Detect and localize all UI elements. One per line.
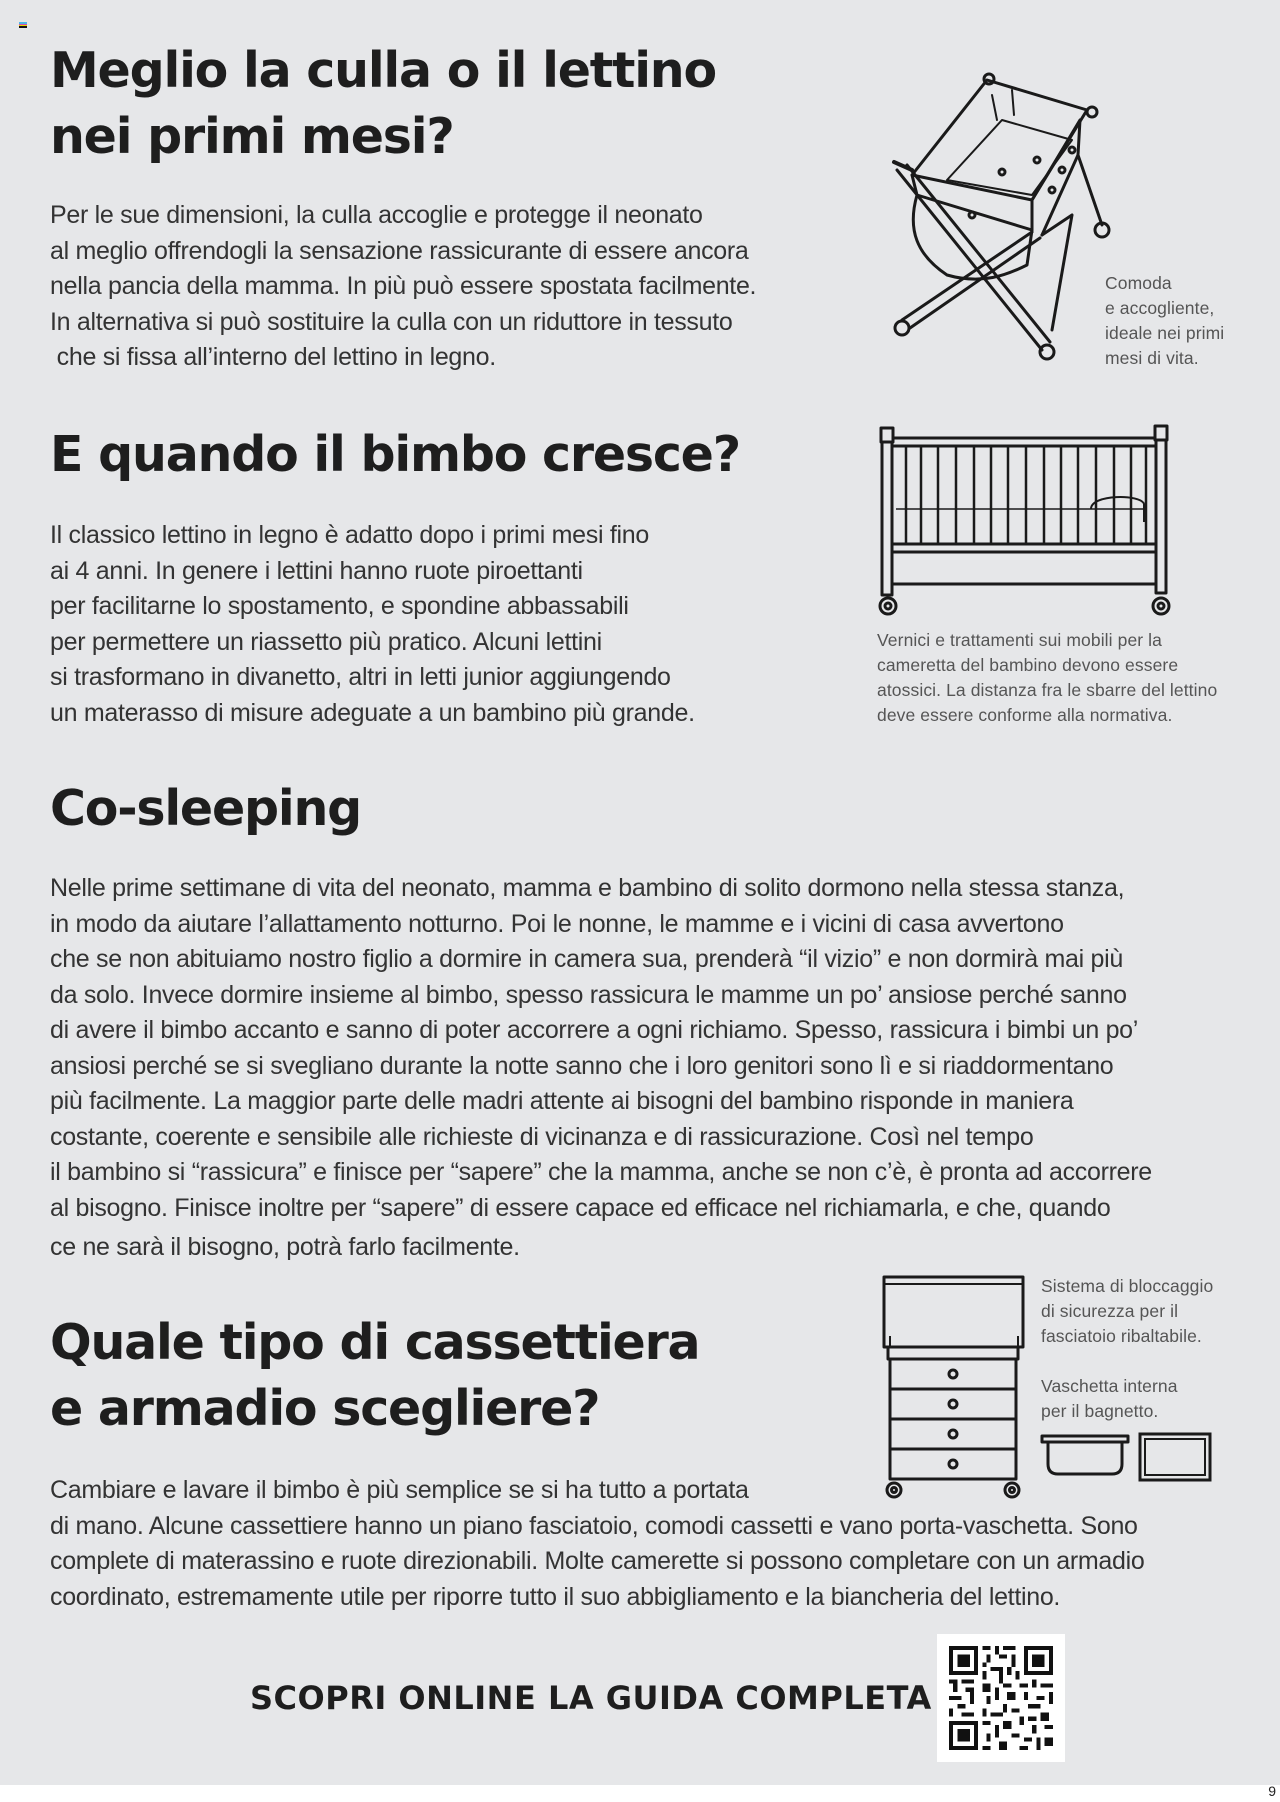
body-line: complete di materassino e ruote direzionabili. Molte camerette si possono completare con un armadio [50,1547,1145,1575]
body-line: In alternativa si può sostituire la culla con un riduttore in tessuto [50,307,733,336]
caption-line: mesi di vita. [1105,348,1199,368]
title-line: Meglio la culla o il lettino [50,42,716,99]
caption-line: Vaschetta interna [1041,1376,1178,1396]
bassinet-illustration-icon [872,70,1117,365]
body-line: in modo da aiutare l’allattamento notturno. Poi le nonne, le mamme e i vicini di casa avvertono [50,909,1064,938]
title-line: Co-sleeping [50,780,362,837]
section-body-culla [50,198,756,376]
section-title-cassettiera [50,1310,699,1442]
bath-tray-top-view-icon [1138,1432,1212,1482]
guide-cta-label: SCOPRI ONLINE LA GUIDA COMPLETA [250,1679,932,1717]
body-line: di avere il bimbo accanto e sanno di poter accorrere a ogni richiamo. Spesso, rassicura i bimbi un po’ [50,1016,1139,1044]
page-number: 9 [1268,1783,1276,1799]
body-line: Nelle prime settimane di vita del neonato, mamma e bambino di solito dormono nella stessa stanza, [50,874,1125,902]
body-line: Il classico lettino in legno è adatto dopo i primi mesi fino [50,521,649,549]
print-registration-mark-icon [19,22,27,28]
caption-line: deve essere conforme alla normativa. [877,705,1173,725]
caption-line: atossici. La distanza fra le sbarre del lettino [877,680,1218,700]
title-line: nei primi mesi? [50,108,454,165]
body-line: Per le sue dimensioni, la culla accoglie e protegge il neonato [50,201,703,229]
body-line: si trasformano in divanetto, altri in letti junior aggiungendo [50,663,671,691]
caption-culla [1105,271,1224,371]
section-title-co-sleeping [50,776,361,842]
qr-code-pattern-icon [949,1646,1053,1750]
caption-lettino [877,628,1217,728]
section-body-cassettiera [50,1473,1144,1615]
title-line: e armadio scegliere? [50,1380,600,1437]
body-line: che si fissa all’interno del lettino in legno. [50,343,496,371]
body-line: che se non abituiamo nostro figlio a dormire in camera sua, prenderà “il vizio” e non dormirà mai più [50,945,1124,973]
body-line: ai 4 anni. In genere i lettini hanno ruote piroettanti [50,556,583,585]
caption-line: per il bagnetto. [1041,1401,1159,1421]
caption-line: ideale nei primi [1105,323,1225,343]
body-line: al bisogno. Finisce inoltre per “sapere” di essere capace ed efficace nel richiamarla, e che, quando [50,1193,1111,1222]
body-line: il bambino si “rassicura” e finisce per “sapere” che la mamma, anche se non c’è, è pronta ad accorrere [50,1158,1152,1186]
body-line: costante, coerente e sensibile alle richieste di vicinanza e di rassicurazione. Così nel tempo [50,1122,1034,1151]
caption-line: Comoda [1105,273,1172,293]
section-body-co-sleeping [50,871,1152,1266]
caption-line: cameretta del bambino devono essere [877,655,1179,675]
caption-line: di sicurezza per il [1041,1301,1179,1321]
caption-line: Vernici e trattamenti sui mobili per la [877,630,1162,650]
body-line: da solo. Invece dormire insieme al bimbo, spesso rassicura le mamme un po’ ansiose perché sanno [50,980,1127,1009]
title-line: Quale tipo di cassettiera [50,1314,700,1371]
body-line: Cambiare e lavare il bimbo è più semplice se si ha tutto a portata [50,1476,749,1504]
section-title-lettino [50,422,740,488]
body-line: per facilitarne lo spostamento, e spondine abbassabili [50,592,629,620]
caption-bloccaggio [1041,1274,1213,1349]
body-line: un materasso di misure adeguate a un bambino più grande. [50,698,695,727]
body-line: di mano. Alcune cassettiere hanno un piano fasciatoio, comodi cassetti e vano porta-vaschetta. Sono [50,1511,1138,1540]
caption-line: Sistema di bloccaggio [1041,1276,1214,1296]
caption-line: fasciatoio ribaltabile. [1041,1326,1202,1346]
body-line: ce ne sarà il bisogno, potrà farlo facilmente. [50,1233,520,1261]
body-line: al meglio offrendogli la sensazione rassicurante di essere ancora [50,236,749,265]
section-title-culla [50,38,716,170]
title-line: E quando il bimbo cresce? [50,426,740,483]
qr-code-icon[interactable] [937,1634,1065,1762]
body-line: ansiosi perché se si svegliano durante la notte sanno che i loro genitori sono lì e si riaddormentano [50,1051,1114,1080]
crib-illustration-icon [876,424,1176,620]
body-line: coordinato, estremamente utile per riporre tutto il suo abbigliamento e la biancheria del lettino. [50,1582,1061,1611]
body-line: nella pancia della mamma. In più può essere spostata facilmente. [50,272,757,300]
body-line: più facilmente. La maggior parte delle madri attente ai bisogni del bambino risponde in maniera [50,1087,1074,1115]
body-line: per permettere un riassetto più pratico. Alcuni lettini [50,627,602,656]
caption-vaschetta [1041,1374,1178,1424]
section-body-lettino [50,518,695,731]
caption-line: e accogliente, [1105,298,1215,318]
changing-dresser-illustration-icon [880,1274,1025,1500]
